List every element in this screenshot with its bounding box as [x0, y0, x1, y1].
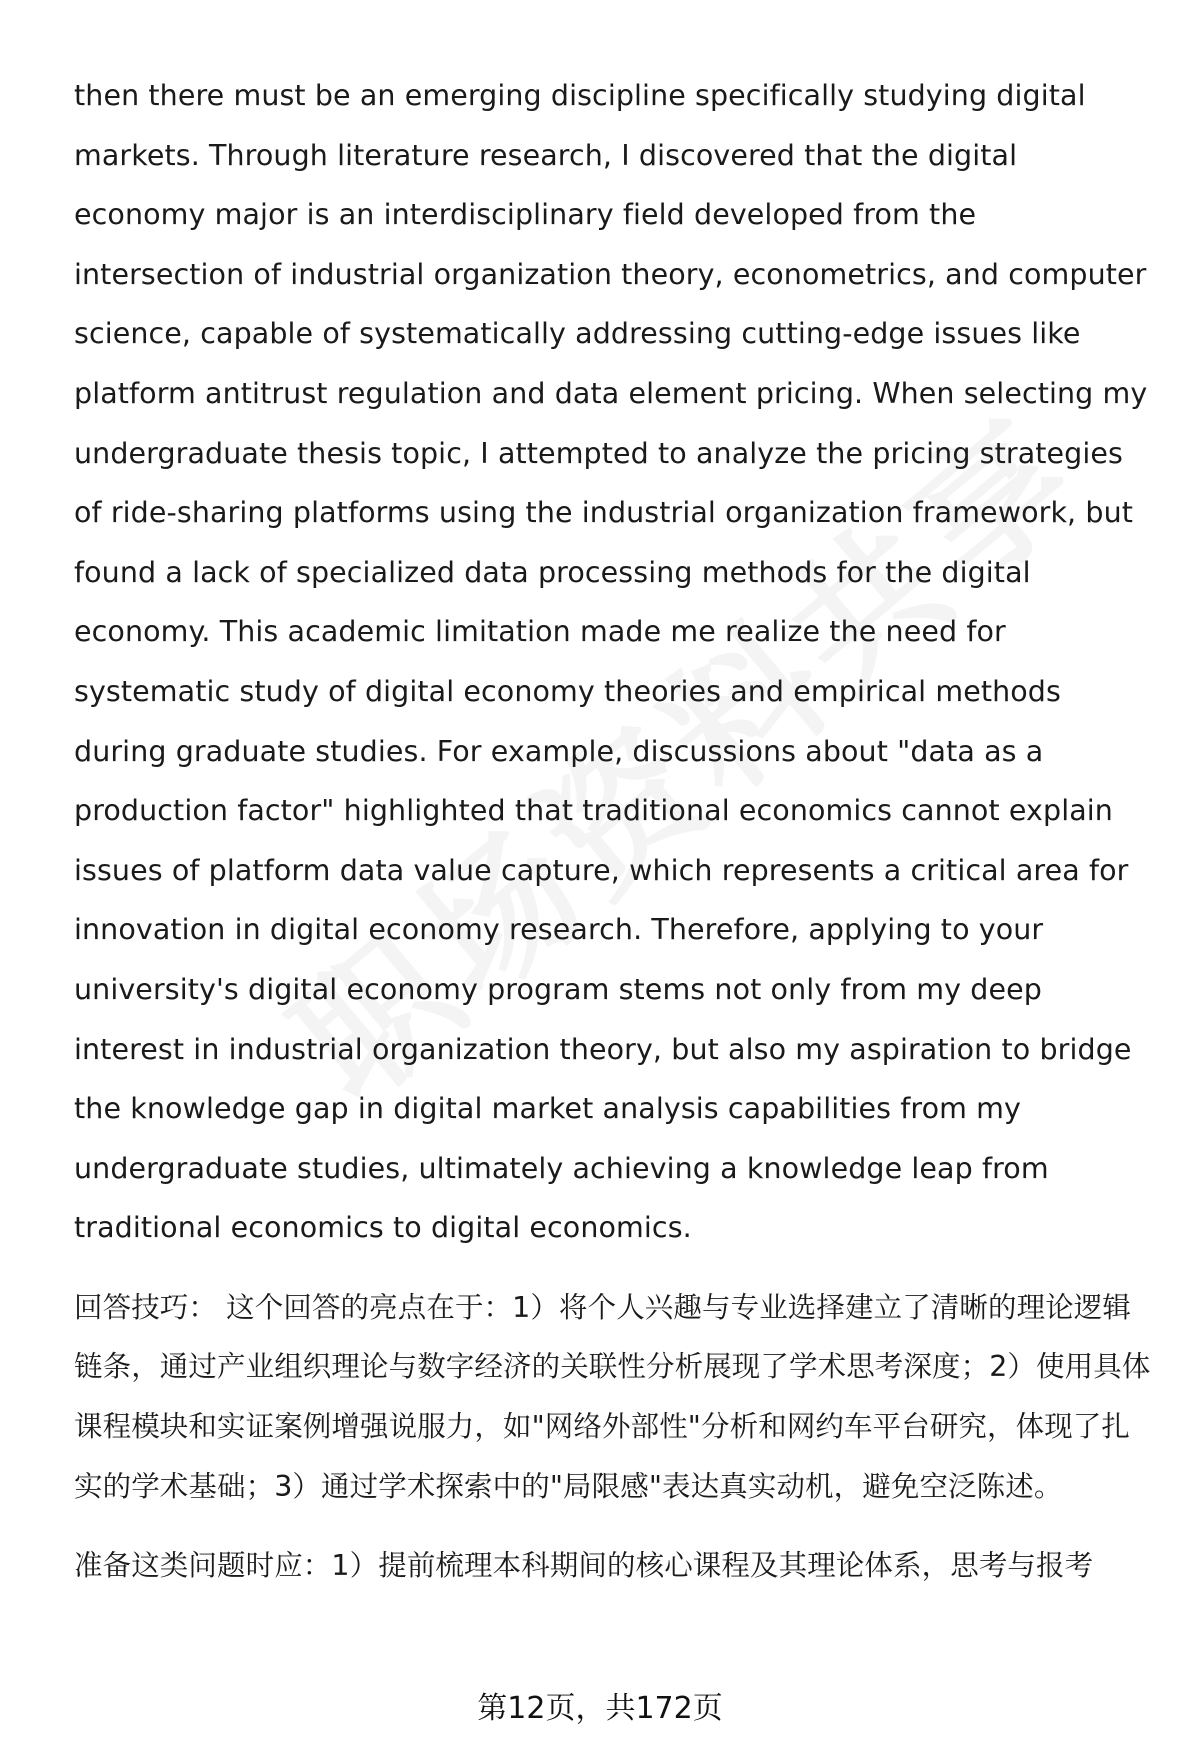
body-paragraph: then there must be an emerging discipline specifically studying digital markets. Through literature research, I discovered that the digital economy major is an interdisciplinary field developed from the intersection of industrial organization theory, econometrics, and computer science, capable of systematically addressing cutting-edge issues like platform antitrust regulation and data element pricing. When selecting my undergraduate thesis topic, I attempted to analyze the pricing strategies of ride-sharing platforms using the industrial organization framework, but found a lack of specialized data processing methods for the digital economy. This academic limitation made me realize the need for systematic study of digital economy theories and empirical methods during graduate studies. For example, discussions about "data as a production factor" highlighted that traditional economics cannot explain issues of platform data value capture, which represents a critical area for innovation in digital economy research. Therefore, applying to your university's digital economy program stems not only from my deep interest in industrial organization theory, but also my aspiration to bridge the knowledge gap in digital market analysis capabilities from my undergraduate studies, ultimately achieving a knowledge leap from traditional economics to digital economics. [74, 79, 1148, 1245]
preparation-paragraph: 准备这类问题时应：1）提前梳理本科期间的核心课程及其理论体系，思考与报考 [74, 1549, 1094, 1583]
answer-tips-paragraph: 回答技巧： 这个回答的亮点在于：1）将个人兴趣与专业选择建立了清晰的理论逻辑链条，通过产业组织理论与数字经济的关联性分析展现了学术思考深度；2）使用具体课程模块和实证案例增强说服力，如"网络外部性"分析和网约车平台研究，体现了扎实的学术基础；3）通过学术探索中的"局限感"表达真实动机，避免空泛陈述。 [74, 1290, 1151, 1503]
page-content [74, 66, 1154, 1596]
page-number: 第12页，共172页 [477, 1691, 723, 1726]
